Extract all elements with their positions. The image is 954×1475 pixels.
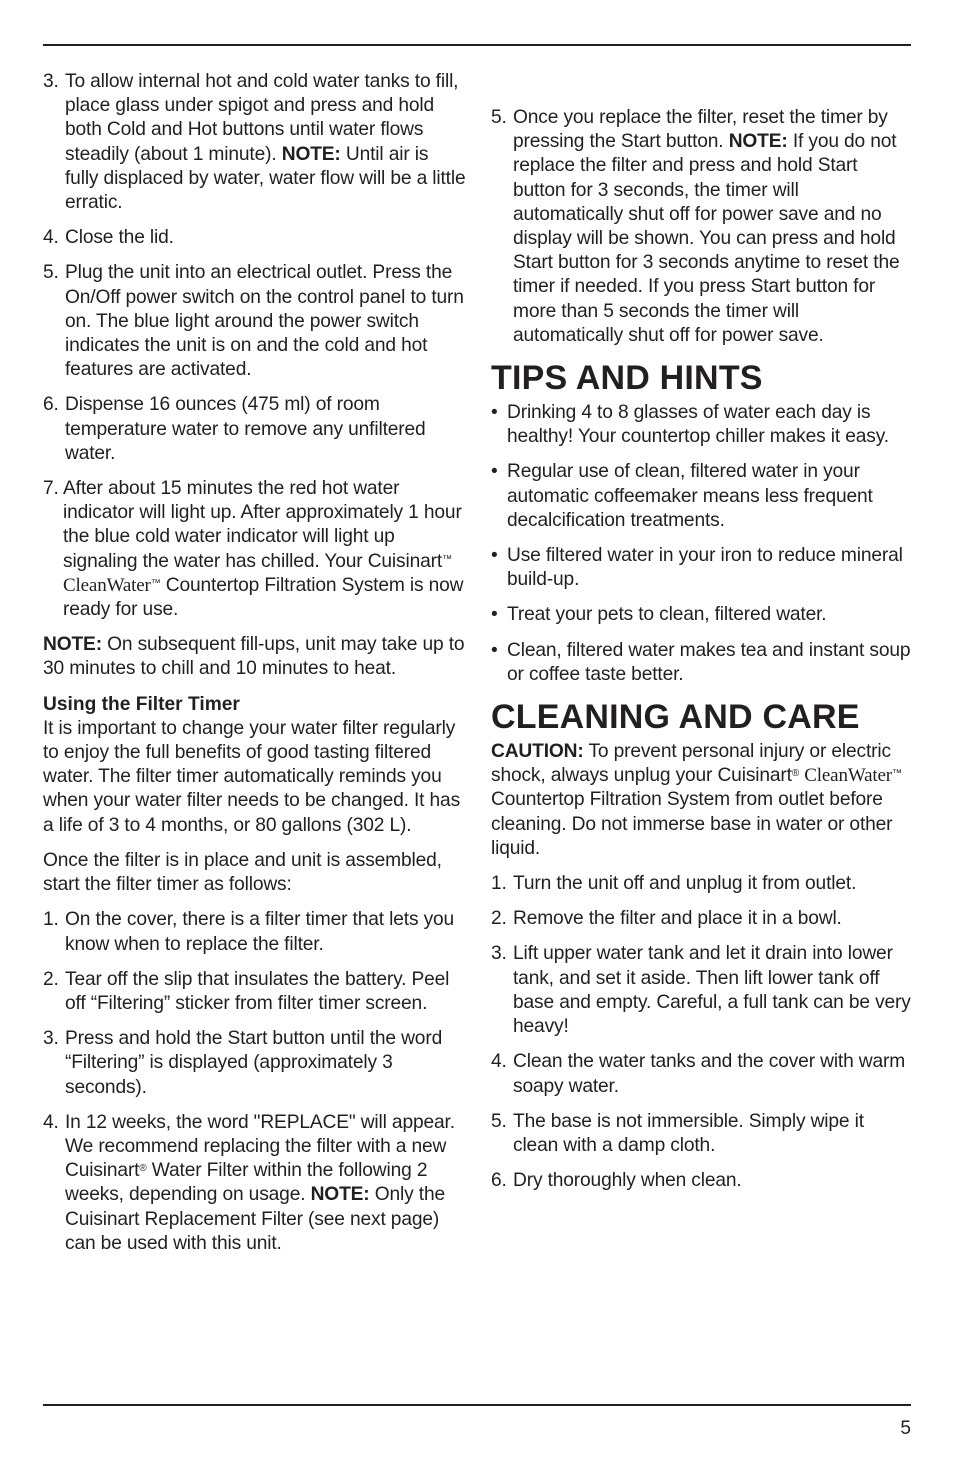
bullet-icon: • [491, 545, 498, 567]
item-number: 5. [43, 262, 59, 284]
list-item [43, 1027, 466, 1100]
bullet-icon: • [491, 461, 498, 483]
item-number: 2. [491, 908, 507, 930]
item-number: 4. [491, 1051, 507, 1073]
item-text: Press and hold the Start button until the word “Filtering” is displayed (approximately 3 seconds). [65, 1028, 443, 1098]
item-text: In 12 weeks, the word "REPLACE" will appear. We recommend replacing the filter with a new Cuisinart® Water Filter within the following 2 weeks, depending on usage. NOTE: Only the Cuisinart Replacement Filter (see next page) can be used with this unit. [65, 1111, 455, 1254]
item-number: 3. [43, 1028, 59, 1050]
item-number: 4. [43, 227, 59, 249]
list-item [491, 942, 913, 1039]
item-text: The base is not immersible. Simply wipe it clean with a damp cloth. [513, 1110, 864, 1156]
item-text: To allow internal hot and cold water tanks to fill, place glass under spigot and press and hold both Cold and Hot buttons until water flows steadily (about 1 minute). NOTE: Until air is fully displaced by water, water flow will be a little erratic. [65, 71, 466, 214]
list-item [43, 70, 466, 215]
item-text: Once you replace the filter, reset the timer by pressing the Start button. NOTE: If you do not replace the filter and press and hold Start button for 3 seconds, the timer will automatically shut off for power save and no display will be shown. You can press and hold Start button for 3 seconds anytime to reset the timer if needed. If you press Start button for more than 5 seconds the timer will automatically shut off for power save. [513, 107, 900, 346]
item-text: Lift upper water tank and let it drain into lower tank, and set it aside. Then lift lower tank off base and empty. Careful, a full tank can be very heavy! [513, 943, 911, 1038]
list-item [491, 460, 913, 533]
caution-label: CAUTION: [491, 741, 584, 763]
item-text: Clean the water tanks and the cover with warm soapy water. [513, 1051, 906, 1097]
brand-name: CleanWater [63, 574, 151, 596]
list-item [491, 872, 913, 896]
note-label: NOTE: [728, 131, 788, 153]
list-item [491, 544, 913, 592]
item-text: Dry thoroughly when clean. [513, 1170, 742, 1192]
top-rule [43, 44, 911, 46]
note-label: NOTE: [310, 1184, 370, 1206]
list-item [491, 1050, 913, 1098]
bullet-icon: • [491, 639, 498, 661]
item-number: 5. [491, 1110, 507, 1132]
item-text: Drinking 4 to 8 glasses of water each day is healthy! Your countertop chiller makes it easy. [507, 402, 889, 448]
caution-paragraph: CAUTION: To prevent personal injury or electric shock, always unplug your Cuisinart® CleanWater™ Countertop Filtration System from outlet before cleaning. Do not immerse base in water or other liquid. [491, 741, 902, 859]
list-item [43, 226, 466, 250]
item-text: Treat your pets to clean, filtered water. [507, 604, 827, 626]
list-item [491, 907, 913, 931]
item-number: 5. [491, 107, 507, 128]
item-text: Regular use of clean, filtered water in your automatic coffeemaker means less frequent decalcification treatments. [507, 461, 873, 531]
bottom-rule [43, 1404, 911, 1406]
list-item [43, 908, 466, 956]
filter-timer-heading: Using the Filter Timer [43, 693, 240, 715]
filter-paragraph: It is important to change your water filter regularly to enjoy the full benefits of good tasting filtered water. The filter timer automatically reminds you when your water filter needs to be changed. It has a life of 3 to 4 months, or 80 gallons (302 L). [43, 717, 461, 836]
item-text: After about 15 minutes the red hot water indicator will light up. After approximately 1 hour the blue cold water indicator will light up signaling the water has chilled. Your Cuisinart™ CleanWater™ Countertop Filtration System is now ready for use. [63, 478, 464, 621]
list-item [491, 603, 913, 627]
note-label: NOTE: [43, 634, 102, 656]
list-item [43, 261, 466, 382]
tips-heading: TIPS AND HINTS [491, 359, 763, 398]
item-number: 3. [43, 71, 59, 92]
list-item [491, 401, 913, 449]
list-item [43, 968, 466, 1016]
item-number: 1. [491, 873, 507, 895]
list-item [43, 393, 466, 466]
left-column [43, 70, 466, 1267]
bullet-icon: • [491, 402, 498, 424]
brand-name: CleanWater [804, 765, 892, 787]
item-number: 6. [491, 1170, 507, 1192]
filter-intro: Once the filter is in place and unit is assembled, start the filter timer as follows: [43, 849, 442, 896]
item-text: Tear off the slip that insulates the battery. Peel off “Filtering” sticker from filter timer screen. [65, 968, 450, 1014]
list-item [491, 639, 913, 687]
item-number: 3. [491, 943, 507, 965]
list-item [43, 1111, 466, 1256]
item-number: 6. [43, 394, 59, 416]
note-label: NOTE: [281, 143, 341, 165]
list-item [491, 106, 913, 348]
item-text: Use filtered water in your iron to reduce mineral build-up. [507, 545, 903, 591]
list-item [491, 1169, 913, 1193]
item-number: 4. [43, 1111, 59, 1133]
item-text: Plug the unit into an electrical outlet. Press the On/Off power switch on the control panel to turn on. The blue light around the power switch indicates the unit is on and the cold and hot features are activated. [65, 262, 464, 381]
bullet-icon: • [491, 604, 498, 626]
note-paragraph: NOTE: On subsequent fill-ups, unit may take up to 30 minutes to chill and 10 minutes to heat. [43, 634, 465, 680]
item-number: 2. [43, 968, 59, 990]
cleaning-heading: CLEANING AND CARE [491, 698, 860, 737]
item-text: Clean, filtered water makes tea and instant soup or coffee taste better. [507, 639, 911, 685]
right-column [491, 106, 913, 1204]
item-text: Remove the filter and place it in a bowl. [513, 908, 842, 930]
item-text: Close the lid. [65, 227, 174, 249]
list-item [491, 1110, 913, 1158]
item-text: Dispense 16 ounces (475 ml) of room temperature water to remove any unfiltered water. [65, 394, 426, 464]
item-number: 7. [43, 478, 59, 500]
item-number: 1. [43, 909, 59, 931]
item-text: On the cover, there is a filter timer that lets you know when to replace the filter. [65, 909, 455, 955]
page-number: 5 [900, 1418, 911, 1439]
item-text: Turn the unit off and unplug it from outlet. [513, 873, 857, 895]
list-item [43, 477, 466, 622]
